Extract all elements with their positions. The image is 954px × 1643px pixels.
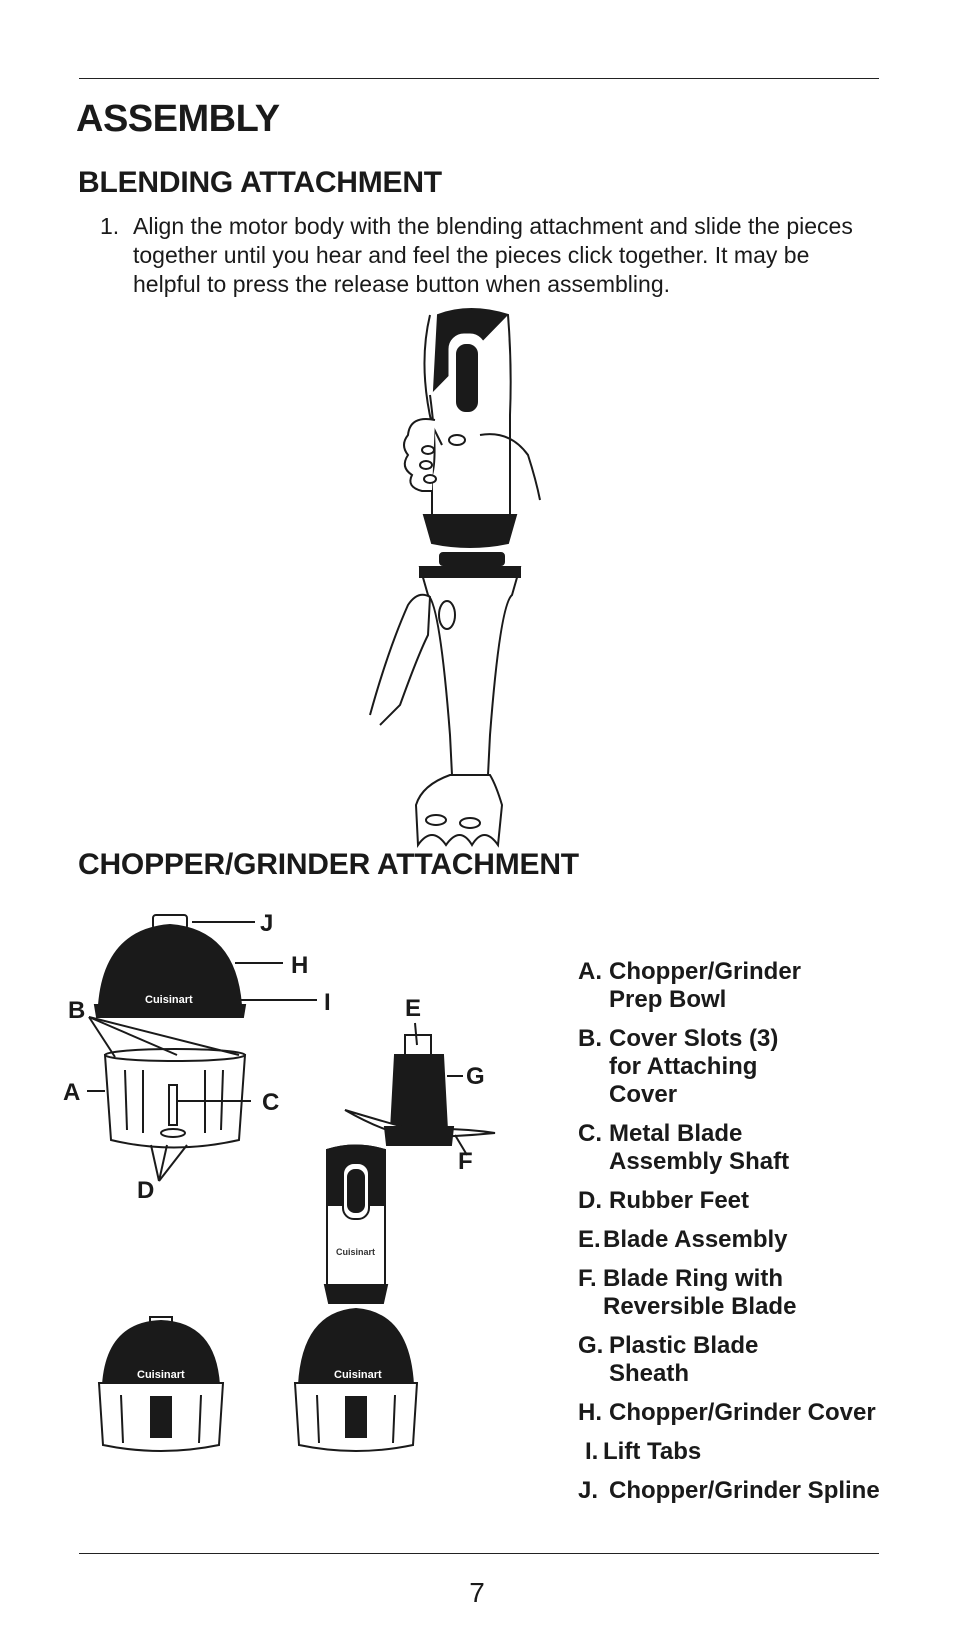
part-name: Cover Slots (3) for Attaching Cover bbox=[609, 1025, 779, 1108]
callout-g: G bbox=[466, 1063, 485, 1090]
top-rule bbox=[79, 78, 879, 79]
part-name: Plastic Blade Sheath bbox=[609, 1332, 759, 1387]
parts-list bbox=[578, 958, 880, 1516]
part-name: Chopper/Grinder Cover bbox=[609, 1399, 876, 1426]
part-item-d: D. Rubber Feet bbox=[578, 1187, 750, 1214]
part-item-h: H. Chopper/Grinder Cover bbox=[578, 1399, 876, 1426]
step-text: Align the motor body with the blending attachment and slide the pieces together until you hear and feel the pieces click together. It may be helpful to press the release button when assembling. bbox=[133, 213, 853, 297]
part-item-j: J. Chopper/Grinder Spline bbox=[578, 1477, 880, 1504]
callout-b: B bbox=[68, 997, 86, 1024]
part-item-c: C. Metal Blade Assembly Shaft bbox=[578, 1120, 880, 1176]
part-name: Blade Assembly bbox=[603, 1226, 788, 1253]
part-item-g: G. Plastic Blade Sheath bbox=[578, 1332, 880, 1388]
part-name: Metal Blade Assembly Shaft bbox=[609, 1120, 790, 1175]
callout-c: C bbox=[262, 1089, 280, 1116]
chopper-cover-drawing bbox=[95, 915, 245, 1017]
chopper-illustration bbox=[55, 905, 545, 1495]
bottom-rule bbox=[79, 1553, 879, 1554]
chopper-heading: CHOPPER/GRINDER ATTACHMENT bbox=[78, 848, 579, 881]
svg-text:Cuisinart: Cuisinart bbox=[336, 1247, 376, 1257]
callout-e: E bbox=[405, 995, 422, 1022]
page-number: 7 bbox=[469, 1577, 485, 1608]
part-item-a: A. Chopper/Grinder Prep Bowl bbox=[578, 958, 880, 1014]
part-item-b: B. Cover Slots (3) for Attaching Cover bbox=[578, 1025, 779, 1108]
step-number: 1. bbox=[100, 213, 120, 239]
callout-i: I bbox=[324, 989, 331, 1016]
assembled-chopper-drawing bbox=[99, 1317, 223, 1451]
part-item-i: I. Lift Tabs bbox=[585, 1438, 702, 1465]
blending-heading: BLENDING ATTACHMENT bbox=[78, 166, 442, 199]
callout-h: H bbox=[291, 952, 309, 979]
callout-d: D bbox=[137, 1177, 155, 1204]
part-name: Chopper/Grinder Prep Bowl bbox=[609, 958, 802, 1013]
page-title: ASSEMBLY bbox=[76, 98, 280, 140]
callout-a: A bbox=[63, 1079, 81, 1106]
part-item-f: F. Blade Ring with Reversible Blade bbox=[578, 1265, 880, 1321]
callout-f: F bbox=[458, 1148, 473, 1175]
svg-text:Cuisinart: Cuisinart bbox=[137, 1369, 185, 1381]
blending-illustration bbox=[360, 305, 560, 855]
part-name: Rubber Feet bbox=[609, 1187, 750, 1214]
part-name: Chopper/Grinder Spline bbox=[609, 1477, 880, 1504]
svg-text:Cuisinart: Cuisinart bbox=[334, 1369, 382, 1381]
prep-bowl-drawing bbox=[105, 1049, 245, 1148]
motor-body-drawing bbox=[370, 309, 540, 845]
blending-step-1 bbox=[100, 212, 880, 299]
part-item-e: E. Blade Assembly bbox=[578, 1226, 788, 1253]
motor-on-chopper-drawing bbox=[295, 1146, 417, 1452]
callout-j: J bbox=[260, 910, 274, 937]
cover-brand-label: Cuisinart bbox=[145, 994, 193, 1006]
part-name: Lift Tabs bbox=[603, 1438, 702, 1465]
part-name: Blade Ring with Reversible Blade bbox=[603, 1265, 797, 1320]
